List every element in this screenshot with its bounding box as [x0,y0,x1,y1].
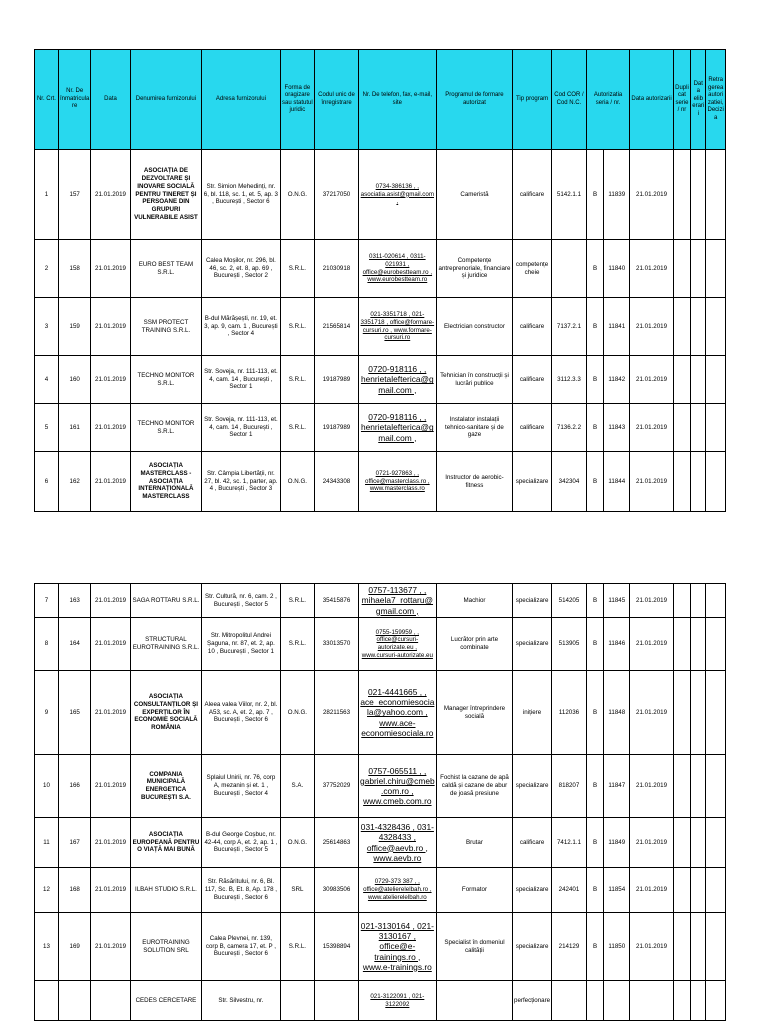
contact-info: 0734-386136 , , asociatia.asist@gmail.com , [358,150,436,240]
register-table-1 [34,49,726,512]
row-number: 9 [35,671,59,755]
legal-form: S.A. [280,755,315,818]
contact-info: 0311-020614 , 0311-021931 , office@eurobestteam.ro , www.eurobestteam.ro [358,240,436,298]
provider-address: Calea Plevnei, nr. 139, corp B, camera 17, et. P , București , Sector 6 [202,913,280,981]
withdrawal-cell [706,618,726,671]
legal-form: O.N.G. [280,150,315,240]
registration-date: 21.01.2019 [91,150,130,240]
fiscal-code: 37752029 [315,755,358,818]
legal-form: O.N.G. [280,818,315,868]
registration-number: 165 [58,671,91,755]
provider-address: Str. Răsăritului, nr. 6, Bl. 117, Sc. B, Et. 8, Ap. 178 , București , Sector 6 [202,868,280,913]
fiscal-code [315,981,358,1021]
col-header: Data [91,50,130,150]
authorization-series: B [586,584,603,618]
duplicate-cell [673,755,690,818]
registration-number [58,981,91,1021]
cor-code: 242401 [552,868,587,913]
authorization-series: B [586,240,603,298]
col-header: Duplicat serie / nr [673,50,690,150]
provider-name: TECHNO MONITOR S.R.L. [130,356,202,404]
cor-code: 112036 [552,671,587,755]
table-row [35,818,726,868]
authorization-series: B [586,913,603,981]
training-program: Competențe antreprenoriale, financiare și juridice [436,240,512,298]
contact-info: 021-3351718 , 021-3351718 , office@formare-cursuri.ro , www.formare-cursuri.ro [358,298,436,356]
legal-form: O.N.G. [280,671,315,755]
contact-info: 0720-918116 , , henrietalefterica@gmail.com , [358,404,436,452]
table-row [35,298,726,356]
fiscal-code: 30983506 [315,868,358,913]
contact-info: 0721-927863 , , office@masterclass.ro , www.masterclass.ro [358,452,436,512]
row-number [35,981,59,1021]
program-type: competențe cheie [512,240,551,298]
provider-address: Str. Soveja, nr. 111-113, et. 4, cam. 14 , București , Sector 1 [202,404,280,452]
authorization-number: 11854 [604,868,630,913]
issue-date-cell [691,818,706,868]
row-number: 12 [35,868,59,913]
authorization-date: 21.01.2019 [630,584,673,618]
provider-address: Str. Soveja, nr. 111-113, et. 4, cam. 14 , București , Sector 1 [202,356,280,404]
registration-date: 21.01.2019 [91,868,130,913]
authorization-date: 21.01.2019 [630,298,673,356]
withdrawal-cell [706,868,726,913]
withdrawal-cell [706,452,726,512]
duplicate-cell [673,981,690,1021]
col-header: Nr. Crt. [35,50,59,150]
authorization-date [630,981,673,1021]
registration-date: 21.01.2019 [91,755,130,818]
authorization-series: B [586,755,603,818]
program-type: specializare [513,755,552,818]
fiscal-code: 37217050 [315,150,358,240]
registration-number: 161 [58,404,91,452]
authorization-number: 11850 [604,913,630,981]
cor-code [552,240,587,298]
provider-address: Aleea valea Viilor, nr. 2, bl. A53, sc. A, et. 2, ap. 7 , București , Sector 6 [202,671,280,755]
training-program: Manager întreprindere socială [436,671,512,755]
cor-code: 342304 [552,452,587,512]
duplicate-cell [673,240,690,298]
fiscal-code: 28211563 [315,671,358,755]
registration-date: 21.01.2019 [91,356,130,404]
withdrawal-cell [706,981,726,1021]
duplicate-cell [673,618,690,671]
issue-date-cell [691,913,706,981]
provider-name: TECHNO MONITOR S.R.L. [130,404,202,452]
authorization-date: 21.01.2019 [630,452,673,512]
training-program: Brutar [436,818,512,868]
authorization-number: 11845 [604,584,630,618]
authorization-date: 21.01.2019 [630,150,673,240]
col-header: Autorizatia seria / nr. [586,50,629,150]
training-program: Formator [436,868,512,913]
duplicate-cell [673,298,690,356]
registration-number: 166 [58,755,91,818]
authorization-number: 11849 [604,818,630,868]
provider-address: B-dul George Coșbuc, nr. 42-44, corp A, et. 2, ap. 1 , București , Sector 5 [202,818,280,868]
legal-form: S.R.L. [280,356,315,404]
legal-form: S.R.L. [280,298,315,356]
provider-address: Splaiul Unirii, nr. 76, corp A, mezanin și et. 1 , București , Sector 4 [202,755,280,818]
table-row [35,913,726,981]
issue-date-cell [691,298,706,356]
training-program: Specialist în domeniul calității [436,913,512,981]
authorization-series [586,981,603,1021]
authorization-number: 11839 [604,150,630,240]
table-row [35,150,726,240]
provider-name: COMPANIA MUNICIPALĂ ENERGETICA BUCUREȘTI S.A. [130,755,202,818]
duplicate-cell [673,671,690,755]
authorization-series: B [586,404,603,452]
authorization-date: 21.01.2019 [630,618,673,671]
row-number: 13 [35,913,59,981]
col-header: Denumirea furnizorului [130,50,202,150]
program-type: calificare [512,150,551,240]
provider-name: CEDES CERCETARE [130,981,202,1021]
withdrawal-cell [706,818,726,868]
issue-date-cell [691,584,706,618]
cor-code: 3112.3.3 [552,356,587,404]
fiscal-code: 21030918 [315,240,358,298]
row-number: 10 [35,755,59,818]
training-program: Machior [436,584,512,618]
col-header: Retragerea autorizatiei, Decizia [706,50,726,150]
duplicate-cell [673,818,690,868]
training-program: Instructor de aerobic-fitness [436,452,512,512]
provider-address: Str. Silvestru, nr. [202,981,280,1021]
authorization-series: B [586,618,603,671]
registration-date: 21.01.2019 [91,618,130,671]
withdrawal-cell [706,298,726,356]
legal-form [280,981,315,1021]
authorization-series: B [586,298,603,356]
program-type: specializare [513,913,552,981]
issue-date-cell [691,356,706,404]
header-row [35,50,726,150]
authorization-series: B [586,818,603,868]
registration-number: 157 [58,150,91,240]
authorization-series: B [586,452,603,512]
fiscal-code: 15398894 [315,913,358,981]
provider-name: ASOCIAȚIA DE DEZVOLTARE ȘI INOVARE SOCIALĂ PENTRU TINERET ȘI PERSOANE DIN GRUPURI VULNERABILE ASIST [130,150,202,240]
program-type: inițiere [513,671,552,755]
withdrawal-cell [706,404,726,452]
table-row [35,584,726,618]
training-program: Fochist la cazane de apă caldă și cazane de abur de joasă presiune [436,755,512,818]
cor-code: 214129 [552,913,587,981]
withdrawal-cell [706,150,726,240]
col-header: Programul de formare autorizat [436,50,512,150]
provider-name: ASOCIAȚIA CONSULTANȚILOR ȘI EXPERȚILOR ÎN ECONOMIE SOCIALĂ ROMÂNIA [130,671,202,755]
fiscal-code: 35415876 [315,584,358,618]
registration-number: 168 [58,868,91,913]
legal-form: S.R.L. [280,618,315,671]
cor-code: 514205 [552,584,587,618]
issue-date-cell [691,452,706,512]
withdrawal-cell [706,584,726,618]
cor-code: 7136.2.2 [552,404,587,452]
authorization-number: 11841 [604,298,630,356]
authorization-date: 21.01.2019 [630,868,673,913]
authorization-number: 11840 [604,240,630,298]
authorization-date: 21.01.2019 [630,913,673,981]
authorization-series: B [586,868,603,913]
provider-name: EUROTRAINING SOLUTION SRL [130,913,202,981]
provider-address: Str. Simion Mehedinți, nr. 6, bl. 118, sc. 1, et. 5, ap. 3 , București , Sector 6 [202,150,280,240]
duplicate-cell [673,452,690,512]
registration-number: 164 [58,618,91,671]
contact-info: 021-4441665 , , ace_economiesociala@yahoo.com , www.ace-economiesociala.ro [358,671,436,755]
col-header: Tip program [512,50,551,150]
legal-form: S.R.L. [280,404,315,452]
contact-info: 021-3122091 , 021-3122092 [358,981,436,1021]
col-header: Nr. De înmatriculare [58,50,91,150]
registration-number: 158 [58,240,91,298]
provider-address: B-dul Mărășești, nr. 19, et. 3, ap. 9, cam. 1 , București , Sector 4 [202,298,280,356]
fiscal-code: 24343308 [315,452,358,512]
row-number: 2 [35,240,59,298]
contact-info: 0720-918116 , , henrietalefterica@gmail.com , [358,356,436,404]
registration-date [91,981,130,1021]
registration-date: 21.01.2019 [91,818,130,868]
col-header: Data autorizarii [630,50,673,150]
authorization-date: 21.01.2019 [630,818,673,868]
contact-info: 021-3130164 , 021-3130167 , office@e-trainings.ro , www.e-trainings.ro [358,913,436,981]
table-row [35,868,726,913]
provider-name: STRUCTURAL EUROTRAINING S.R.L. [130,618,202,671]
authorization-number: 11842 [604,356,630,404]
row-number: 8 [35,618,59,671]
provider-name: SAGA ROTTARU S.R.L. [130,584,202,618]
row-number: 4 [35,356,59,404]
contact-info: 0755-159959 , , office@cursuri-autorizate.eu , www.cursuri-autorizate.eu [358,618,436,671]
issue-date-cell [691,618,706,671]
col-header: Cod COR / Cod N.C. [552,50,587,150]
duplicate-cell [673,356,690,404]
authorization-series: B [586,150,603,240]
withdrawal-cell [706,755,726,818]
cor-code: 818207 [552,755,587,818]
authorization-number: 11846 [604,618,630,671]
cor-code [552,981,587,1021]
authorization-series: B [586,356,603,404]
training-program: Instalator instalații tehnico-sanitare și de gaze [436,404,512,452]
issue-date-cell [691,755,706,818]
row-number: 3 [35,298,59,356]
training-program: Cameristă [436,150,512,240]
table-row [35,981,726,1021]
col-header: Codul unic de înregistrare [315,50,358,150]
program-type: specializare [513,584,552,618]
legal-form: SRL [280,868,315,913]
issue-date-cell [691,404,706,452]
row-number: 6 [35,452,59,512]
table-row [35,452,726,512]
fiscal-code: 19187989 [315,404,358,452]
legal-form: S.R.L. [280,240,315,298]
cor-code: 7412.1.1 [552,818,587,868]
fiscal-code: 21565814 [315,298,358,356]
provider-name: SSM PROTECT TRAINING S.R.L. [130,298,202,356]
authorization-number: 11843 [604,404,630,452]
authorization-date: 21.01.2019 [630,404,673,452]
program-type: calificare [512,298,551,356]
table-row [35,356,726,404]
program-type: calificare [513,818,552,868]
registration-number: 163 [58,584,91,618]
provider-name: ASOCIAȚIA EUROPEANĂ PENTRU O VIAȚĂ MAI BUNĂ [130,818,202,868]
registration-number: 169 [58,913,91,981]
table-row [35,671,726,755]
issue-date-cell [691,240,706,298]
authorization-number: 11848 [604,671,630,755]
issue-date-cell [691,981,706,1021]
duplicate-cell [673,584,690,618]
cor-code: 7137.2.1 [552,298,587,356]
registration-date: 21.01.2019 [91,913,130,981]
contact-info: 0729-373 387 , , office@atelierelelbah.ro , www.atelierelelbah.ro [358,868,436,913]
withdrawal-cell [706,671,726,755]
registration-number: 162 [58,452,91,512]
provider-name: EURO BEST TEAM S.R.L. [130,240,202,298]
registration-date: 21.01.2019 [91,404,130,452]
program-type: perfecționare [513,981,552,1021]
table-row [35,755,726,818]
issue-date-cell [691,671,706,755]
cor-code: 513905 [552,618,587,671]
registration-date: 21.01.2019 [91,240,130,298]
authorization-number: 11847 [604,755,630,818]
authorization-date: 21.01.2019 [630,671,673,755]
issue-date-cell [691,150,706,240]
training-program [436,981,512,1021]
authorization-date: 21.01.2019 [630,356,673,404]
provider-address: Str. Cultură, nr. 6, cam. 2 , București , Sector 5 [202,584,280,618]
provider-name: ASOCIAȚIA MASTERCLASS - ASOCIAȚIA INTERNAȚIONALĂ MASTERCLASS [130,452,202,512]
provider-name: ILBAH STUDIO S.R.L. [130,868,202,913]
provider-address: Calea Moșilor, nr. 296, bl. 46, sc. 2, et. 8, ap. 69 , București , Sector 2 [202,240,280,298]
training-program: Electrician constructor [436,298,512,356]
withdrawal-cell [706,240,726,298]
duplicate-cell [673,868,690,913]
authorization-date: 21.01.2019 [630,755,673,818]
col-header: Dat a eliberarii [691,50,706,150]
provider-address: Str. Câmpia Libertății, nr. 27, bl. 42, sc. 1, parter, ap. 4 , București , Sector 3 [202,452,280,512]
program-type: calificare [512,356,551,404]
row-number: 7 [35,584,59,618]
registration-number: 159 [58,298,91,356]
authorization-number: 11844 [604,452,630,512]
fiscal-code: 25614863 [315,818,358,868]
row-number: 11 [35,818,59,868]
registration-date: 21.01.2019 [91,298,130,356]
legal-form: S.R.L. [280,913,315,981]
row-number: 5 [35,404,59,452]
table-row [35,618,726,671]
col-header: Adresa furnizorului [202,50,280,150]
contact-info: 0757-113677 , , mihaela7_rottaru@gmail.com , [358,584,436,618]
table-row [35,240,726,298]
legal-form: S.R.L. [280,584,315,618]
authorization-series: B [586,671,603,755]
withdrawal-cell [706,356,726,404]
fiscal-code: 19187989 [315,356,358,404]
col-header: Nr. De telefon, fax, e-mail, site [358,50,436,150]
withdrawal-cell [706,913,726,981]
duplicate-cell [673,404,690,452]
training-program: Lucrător prin arte combinate [436,618,512,671]
registration-number: 160 [58,356,91,404]
program-type: calificare [512,404,551,452]
training-program: Tehnician în construcții și lucrări publice [436,356,512,404]
cor-code: 5142.1.1 [552,150,587,240]
table-row [35,404,726,452]
row-number: 1 [35,150,59,240]
register-table-2 [34,583,726,1021]
issue-date-cell [691,868,706,913]
legal-form: O.N.G. [280,452,315,512]
fiscal-code: 33013570 [315,618,358,671]
registration-date: 21.01.2019 [91,452,130,512]
registration-date: 21.01.2019 [91,671,130,755]
duplicate-cell [673,150,690,240]
authorization-number [604,981,630,1021]
registration-date: 21.01.2019 [91,584,130,618]
authorization-date: 21.01.2019 [630,240,673,298]
program-type: specializare [512,452,551,512]
program-type: specializare [513,618,552,671]
duplicate-cell [673,913,690,981]
registration-number: 167 [58,818,91,868]
contact-info: 0757-065511 , , gabriel.chiru@cmeb.com.ro , www.cmeb.com.ro [358,755,436,818]
provider-address: Str. Mitropolitul Andrei Șaguna, nr. 87, et. 2, ap. 10 , București , Sector 1 [202,618,280,671]
col-header: Forma de oragizare sau statutul juridic [280,50,315,150]
program-type: specializare [513,868,552,913]
contact-info: 031-4328436 , 031-4328433 , office@aevb.ro , www.aevb.ro [358,818,436,868]
